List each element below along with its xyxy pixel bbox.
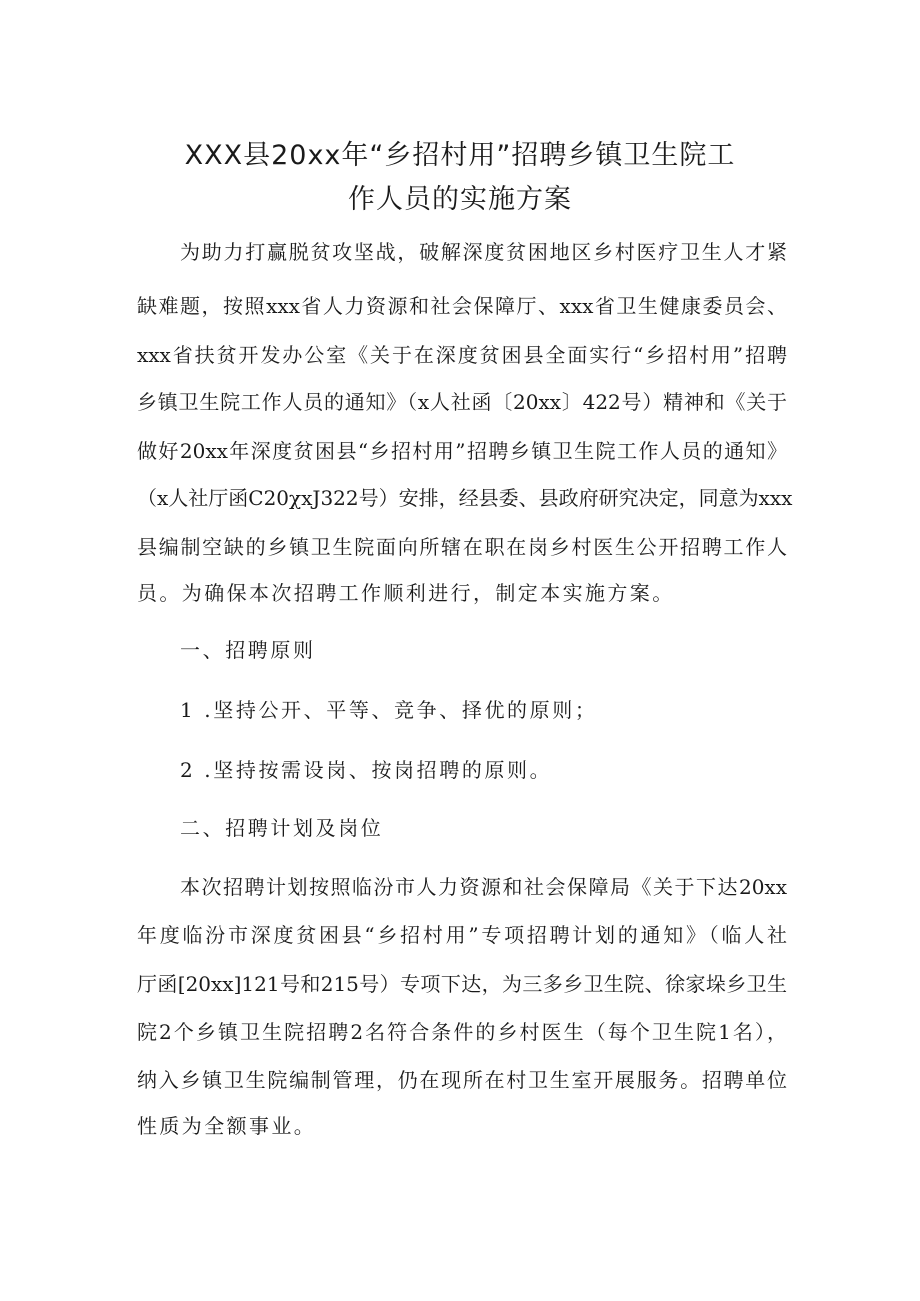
section-heading-principles: 一、招聘原则 <box>180 638 316 662</box>
paragraph-line: （x人社厅函C20χxJ322号）安排，经县委、县政府研究决定，同意为xxx <box>137 486 793 510</box>
paragraph-line: 纳入乡镇卫生院编制管理，仍在现所在村卫生室开展服务。招聘单位 <box>137 1068 787 1092</box>
section-heading-plan: 二、招聘计划及岗位 <box>180 816 384 840</box>
paragraph-line: 为助力打赢脱贫攻坚战，破解深度贫困地区乡村医疗卫生人才紧 <box>180 240 787 264</box>
paragraph-line: 缺难题，按照xxx省人力资源和社会保障厅、xxx省卫生健康委员会、 <box>137 294 787 318</box>
paragraph-line: 年度临汾市深度贫困县“乡招村用”专项招聘计划的通知》（临人社 <box>137 923 787 947</box>
paragraph-line: 厅函[20xx]121号和215号）专项下达，为三多乡卫生院、徐家垛乡卫生 <box>137 972 787 996</box>
paragraph-line: 县编制空缺的乡镇卫生院面向所辖在职在岗乡村医生公开招聘工作人 <box>137 535 787 559</box>
paragraph-line: 乡镇卫生院工作人员的通知》（x人社函〔20xx〕422号）精神和《关于 <box>137 390 787 414</box>
principle-item: 2 .坚持按需设岗、按岗招聘的原则。 <box>180 758 553 782</box>
paragraph-line: 性质为全额事业。 <box>137 1114 317 1138</box>
document-title-line-1: XXX县20xx年“乡招村用”招聘乡镇卫生院工 <box>184 140 736 171</box>
paragraph-line: 院2个乡镇卫生院招聘2名符合条件的乡村医生（每个卫生院1名）， <box>137 1020 787 1044</box>
paragraph-line: 做好20xx年深度贫困县“乡招村用”招聘乡镇卫生院工作人员的通知》 <box>137 439 787 463</box>
paragraph-line: xxx省扶贫开发办公室《关于在深度贫困县全面实行“乡招村用”招聘 <box>137 343 787 367</box>
principle-item: 1 .坚持公开、平等、竞争、择优的原则； <box>180 698 598 722</box>
document-title-line-2: 作人员的实施方案 <box>348 184 572 215</box>
paragraph-line: 员。为确保本次招聘工作顺利进行，制定本实施方案。 <box>137 581 675 605</box>
paragraph-line: 本次招聘计划按照临汾市人力资源和社会保障局《关于下达20xx <box>180 875 787 899</box>
